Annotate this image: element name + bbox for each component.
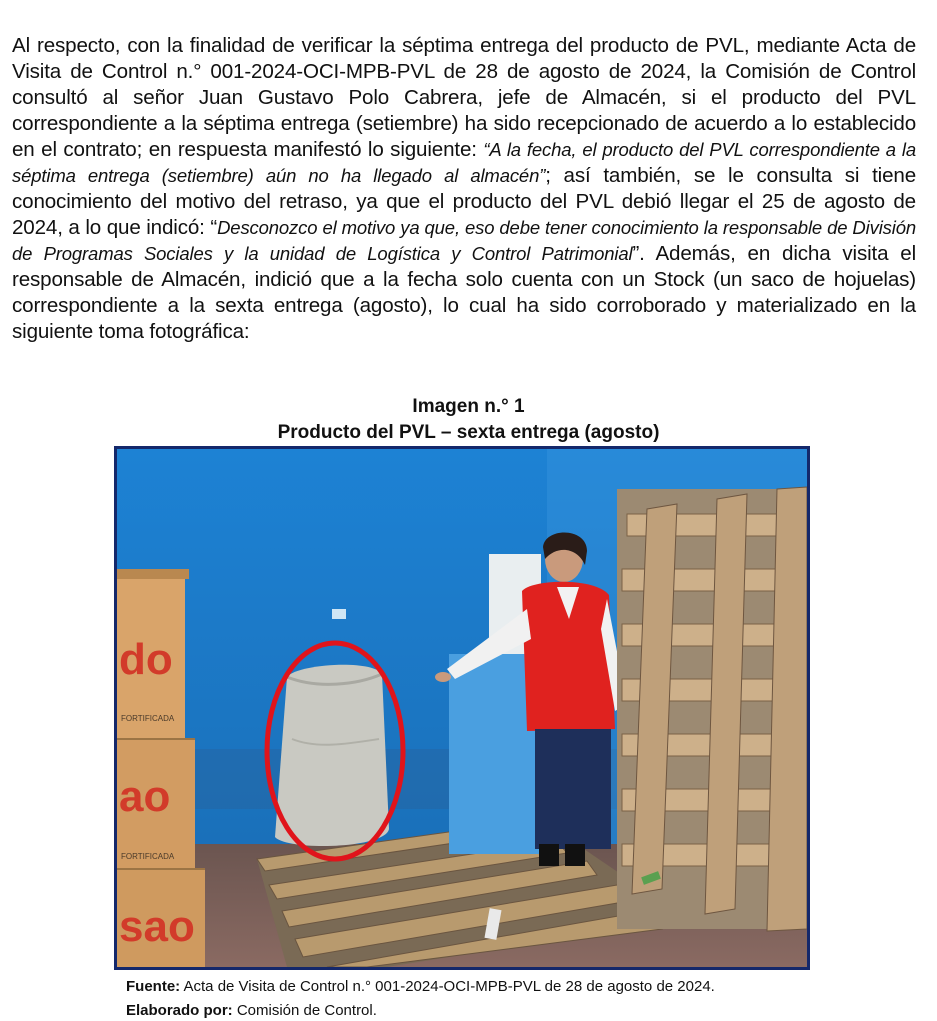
source-line [126, 978, 715, 995]
quote-motivo: Desconozco el motivo ya que, eso debe tener conocimiento la responsable de División de Programas Sociales y la unidad de Logística y Control Patrimonial [12, 216, 916, 264]
figure-label: Imagen n.° 1 [412, 396, 525, 417]
paragraph-text-2: ; así también, se le consulta si tiene conocimiento del motivo del retraso, ya que el producto del PVL debió llegar el 25 de agosto de 2024, a lo que indicó: “ [12, 163, 917, 239]
paragraph-text-3: ”. Además, en dicha visita el responsable de Almacén, indició que a la fecha solo cuenta con un Stock (un saco de hojuelas) correspondiente a la sexta entrega (agosto), lo cual ha sido corroborado y materializado en la siguiente toma fotográfica: [12, 241, 916, 343]
box-logo-2: ao [119, 772, 171, 821]
photo-illustration [117, 449, 807, 967]
standing-pallets [617, 487, 807, 931]
box-stamp-2: FORTIFICADA [121, 852, 175, 861]
wall-switch [332, 609, 346, 619]
box-stamp-1: FORTIFICADA [121, 714, 175, 723]
quote-almacen-jefe: “A la fecha, el producto del PVL correspondiente a la séptima entrega (setiembre) aún no ha llegado al almacén” [12, 138, 916, 186]
author-label: Elaborado por: [126, 1002, 233, 1019]
body-paragraph [12, 33, 916, 345]
box-logo-3: sao [119, 902, 195, 951]
grain-sack [275, 665, 389, 846]
warehouse-photo [114, 446, 810, 970]
box-logo-1: do [119, 635, 173, 684]
paragraph-text-1: Al respecto, con la finalidad de verificar la séptima entrega del producto de PVL, mediante Acta de Visita de Control n.° 001-2024-OCI-MPB-PVL de 28 de agosto de 2024, la Comisión de Control consultó al señor Juan Gustavo Polo Cabrera, jefe de Almacén, si el producto del PVL correspondiente a la séptima entrega (setiembre) ha sido recepcionado de acuerdo a lo establecido en el contrato; en respuesta manifestó lo siguiente: [12, 33, 916, 161]
figure-title: Producto del PVL – sexta entrega (agosto) [277, 422, 660, 443]
author-line [126, 1002, 377, 1019]
author-text: Comisión de Control. [232, 1002, 377, 1019]
source-text: Acta de Visita de Control n.° 001-2024-OCI-MPB-PVL de 28 de agosto de 2024. [180, 978, 715, 995]
source-label: Fuente: [126, 978, 181, 995]
